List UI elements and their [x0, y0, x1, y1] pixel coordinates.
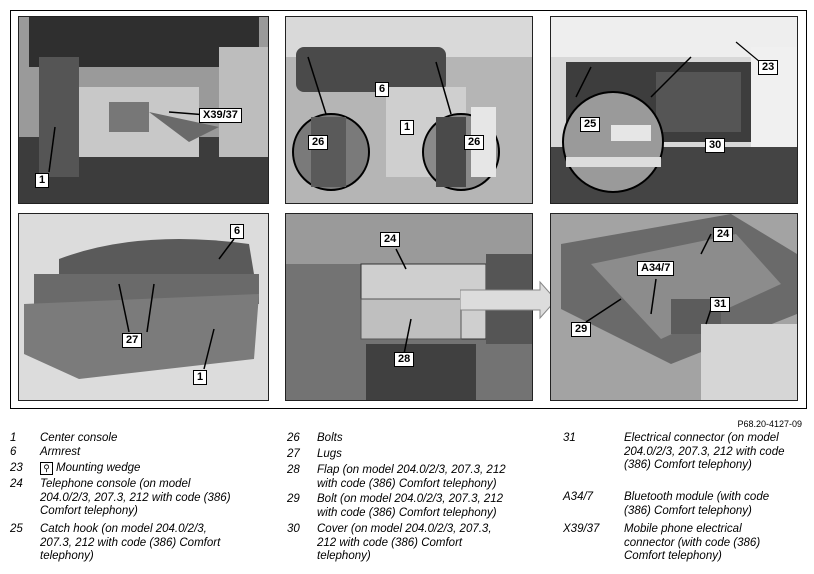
panel-4-illustration — [19, 214, 268, 400]
legend-column-1 — [10, 432, 280, 572]
legend-number: 23 — [10, 462, 23, 474]
connector-arrow — [460, 280, 556, 320]
photo-panel-3 — [550, 16, 798, 204]
legend-item — [563, 432, 784, 473]
photo-panel-1 — [18, 16, 269, 204]
legend-item — [10, 523, 220, 564]
legend-text: Lugs — [317, 448, 342, 460]
legend-item — [10, 432, 117, 446]
panel-6-illustration — [551, 214, 797, 400]
legend-text: Electrical connector (on model 204.0/2/3, 207.3, 212 with code (386) Comfort telephony) — [624, 432, 785, 471]
legend-number: 26 — [287, 432, 300, 444]
legend-text: Flap (on model 204.0/2/3, 207.3, 212 with code (386) Comfort telephony) — [317, 464, 506, 490]
legend-item — [287, 523, 492, 564]
legend-text: Cover (on model 204.0/2/3, 207.3, 212 with code (386) Comfort telephony) — [317, 523, 492, 562]
legend-column-2 — [287, 432, 557, 572]
legend-text: Catch hook (on model 204.0/2/3, 207.3, 212 with code (386) Comfort telephony) — [40, 523, 221, 562]
callout-25: 25 — [580, 117, 600, 132]
panel-3-illustration — [551, 17, 797, 203]
legend-number: 24 — [10, 478, 23, 490]
legend-number: 6 — [10, 446, 17, 458]
legend-item — [287, 493, 503, 520]
photo-panel-6 — [550, 213, 798, 401]
callout-1: 1 — [35, 173, 49, 188]
callout-x39-37: X39/37 — [199, 108, 242, 123]
legend-item — [10, 478, 231, 519]
legend-number: 31 — [563, 432, 576, 444]
legend-item — [287, 432, 343, 446]
callout-30: 30 — [705, 138, 725, 153]
mounting-wedge-icon: ⚲ — [40, 462, 53, 475]
callout-1: 1 — [193, 370, 207, 385]
panel-2-illustration — [286, 17, 532, 203]
legend-text: Center console — [40, 432, 118, 444]
figure-reference-code: P68.20-4127-09 — [737, 419, 802, 429]
callout-1: 1 — [400, 120, 414, 135]
legend-text: Bolt (on model 204.0/2/3, 207.3, 212 with code (386) Comfort telephony) — [317, 493, 504, 519]
legend-number: 30 — [287, 523, 300, 535]
callout-29: 29 — [571, 322, 591, 337]
legend-item — [10, 446, 80, 460]
legend-item — [10, 462, 140, 476]
legend-item — [563, 523, 760, 564]
legend-number: 29 — [287, 493, 300, 505]
legend-text: Telephone console (on model 204.0/2/3, 207.3, 212 with code (386) Comfort telephony) — [40, 478, 231, 517]
legend-item — [287, 464, 506, 491]
legend-number: 1 — [10, 432, 17, 444]
callout-31: 31 — [710, 297, 730, 312]
callout-24: 24 — [713, 227, 733, 242]
callout-26: 26 — [308, 135, 328, 150]
legend-text: Mounting wedge — [56, 462, 141, 474]
legend-number: 28 — [287, 464, 300, 476]
legend-text: Armrest — [40, 446, 81, 458]
callout-28: 28 — [394, 352, 414, 367]
legend-text: Mobile phone electrical connector (with code (386) Comfort telephony) — [624, 523, 761, 562]
legend-number: 27 — [287, 448, 300, 460]
legend-text: Bluetooth module (with code (386) Comfort telephony) — [624, 491, 770, 517]
photo-panel-2 — [285, 16, 533, 204]
callout-6: 6 — [230, 224, 244, 239]
callout-26: 26 — [464, 135, 484, 150]
callout-27: 27 — [122, 333, 142, 348]
legend-number: A34/7 — [563, 491, 594, 503]
callout-a34-7: A34/7 — [637, 261, 674, 276]
legend-column-3 — [563, 432, 808, 572]
legend-number: 25 — [10, 523, 23, 535]
callout-24: 24 — [380, 232, 400, 247]
photo-panel-4 — [18, 213, 269, 401]
legend-number: X39/37 — [563, 523, 600, 535]
legend-text: Bolts — [317, 432, 343, 444]
callout-23: 23 — [758, 60, 778, 75]
legend-item — [287, 448, 342, 462]
legend-item — [563, 491, 769, 518]
callout-6: 6 — [375, 82, 389, 97]
